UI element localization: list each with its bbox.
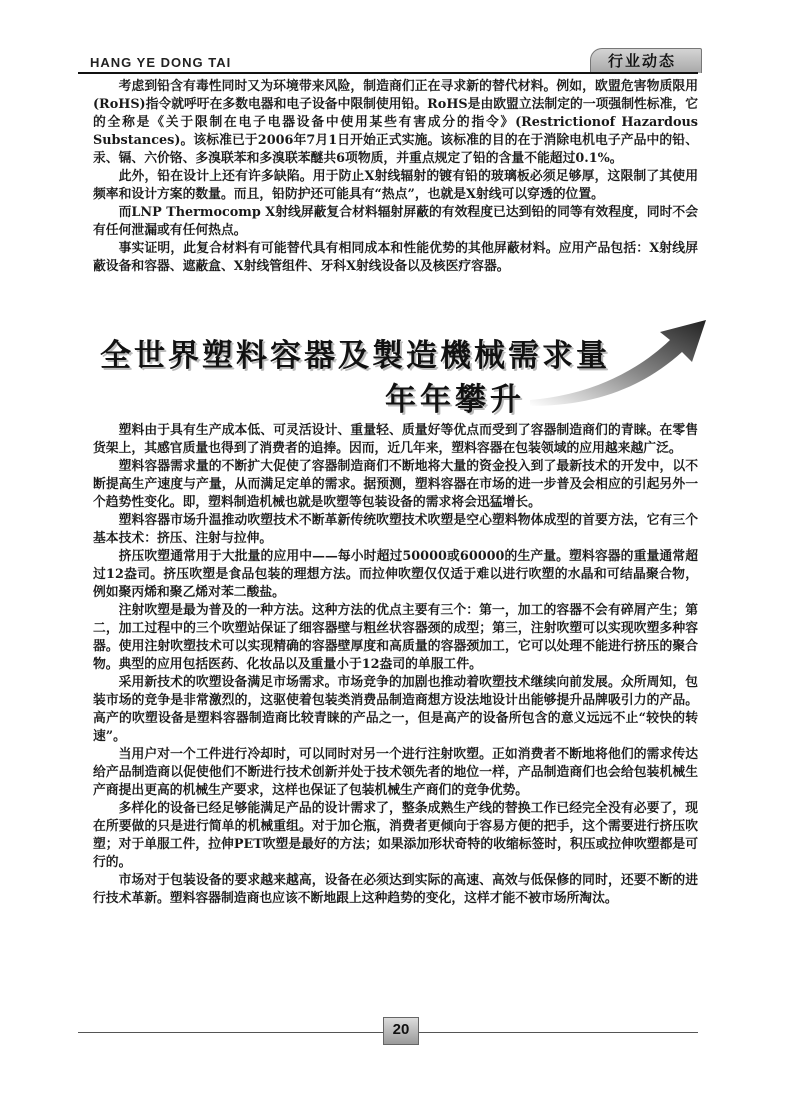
paragraph: 当用户对一个工件进行冷却时，可以同时对另一个进行注射吹塑。正如消费者不断地将他们的需求传达给产品制造商以促使他们不断进行技术创新并处于技术领先者的地位一样，产品制造商们也会给包装机械生产商提出更高的机械生产要求，这样也保证了包装机械生产商们的竞争优势。: [93, 747, 698, 798]
article-title-line-2: 年年攀升: [385, 382, 525, 418]
paragraph: 事实证明，此复合材料有可能替代具有相同成本和性能优势的其他屏蔽材料。应用产品包括：X射线屏蔽设备和容器、遮蔽盒、X射线管组件、牙科X射线设备以及核医疗容器。: [93, 241, 698, 274]
paragraph: 而LNP Thermocomp X射线屏蔽复合材料辐射屏蔽的有效程度已达到铅的同等有效程度，同时不会有任何泄漏或有任何热点。: [93, 205, 698, 238]
paragraph: 挤压吹塑通常用于大批量的应用中——每小时超过50000或60000的生产量。塑料容器的重量通常超过12盎司。挤压吹塑是食品包装的理想方法。而拉伸吹塑仅仅适于难以进行吹塑的水晶和可结晶聚合物，例如聚丙烯和聚乙烯对苯二酸盐。: [93, 549, 698, 600]
paragraph: 注射吹塑是最为普及的一种方法。这种方法的优点主要有三个：第一，加工的容器不会有碎屑产生；第二，加工过程中的三个吹塑站保证了细容器壁与粗丝状容器颈的成型；第三，注射吹塑可以实现吹塑多种容器。使用注射吹塑技术可以实现精确的容器壁厚度和高质量的容器颈加工，它可以处理不能进行挤压的聚合物。典型的应用包括医药、化妆品以及重量小于12盎司的单服工件。: [93, 603, 698, 672]
header-rule: [78, 72, 698, 74]
article-2: [93, 422, 698, 908]
paragraph: 塑料容器市场升温推动吹塑技术不断革新传统吹塑技术吹塑是空心塑料物体成型的首要方法，它有三个基本技术：挤压、注射与拉伸。: [93, 513, 698, 546]
page-header: [0, 0, 800, 80]
article-title-line-1: 全世界塑料容器及製造機械需求量: [100, 338, 610, 374]
paragraph: 市场对于包装设备的要求越来越高，设备在必须达到实际的高速、高效与低保修的同时，还要不断的进行技术革新。塑料容器制造商也应该不断地跟上这种趋势的变化，这样才能不被市场所淘汰。: [93, 873, 698, 906]
header-left-text: HANG YE DONG TAI: [90, 55, 232, 70]
page-number: 20: [392, 1021, 410, 1038]
paragraph: 考虑到铅含有毒性同时又为环境带来风险，制造商们正在寻求新的替代材料。例如，欧盟危害物质限用(RoHS)指令就呼吁在多数电器和电子设备中限制使用铅。RoHS是由欧盟立法制定的一项强制性标准，它的全称是《关于限制在电子电器设备中使用某些有害成分的指令》(Restrictionof Hazardous Substances)。该标准已于2006年7月1日开始正式实施。该标准的目的在于消除电机电子产品中的铅、汞、镉、六价铬、多溴联苯和多溴联苯醚共6项物质，并重点规定了铅的含量不能超过0.1%。: [93, 79, 698, 166]
header-section-label: 行业动态: [608, 52, 677, 70]
paragraph: 采用新技术的吹塑设备满足市场需求。市场竞争的加剧也推动着吹塑技术继续向前发展。众所周知，包装市场的竞争是非常激烈的，这驱使着包装类消费品制造商想方设法地设计出能够提升品牌吸引力的产品。高产的吹塑设备是塑料容器制造商比较青睐的产品之一，但是高产的设备所包含的意义远远不止“较快的转速”。: [93, 675, 698, 744]
paragraph: 塑料由于具有生产成本低、可灵活设计、重量轻、质量好等优点而受到了容器制造商们的青睐。在零售货架上，其感官质量也得到了消费者的追捧。因而，近几年来，塑料容器在包装领域的应用越来越广泛。: [93, 423, 698, 456]
paragraph: 塑料容器需求量的不断扩大促使了容器制造商们不断地将大量的资金投入到了最新技术的开发中，以不断提高生产速度与产量，从而满足定单的需求。据预测，塑料容器在市场的进一步普及会相应的引起另外一个趋势性变化。即，塑料制造机械也就是吹塑等包装设备的需求将会迅猛增长。: [93, 459, 698, 510]
article-title-block: [70, 318, 710, 418]
article-1: [93, 78, 698, 276]
paragraph: 此外，铅在设计上还有许多缺陷。用于防止X射线辐射的镀有铅的玻璃板必须足够厚，这限制了其使用频率和设计方案的数量。而且，铅防护还可能具有“热点”，也就是X射线可以穿透的位置。: [93, 169, 698, 202]
paragraph: 多样化的设备已经足够能满足产品的设计需求了，整条成熟生产线的替换工作已经完全没有必要了，现在所要做的只是进行简单的机械重组。对于加仑瓶，消费者更倾向于容易方便的把手，这个需要进行挤压吹塑；对于单服工件，拉伸PET吹塑是最好的方法；如果添加形状奇特的收缩标签时，积压或拉伸吹塑都是可行的。: [93, 801, 698, 870]
